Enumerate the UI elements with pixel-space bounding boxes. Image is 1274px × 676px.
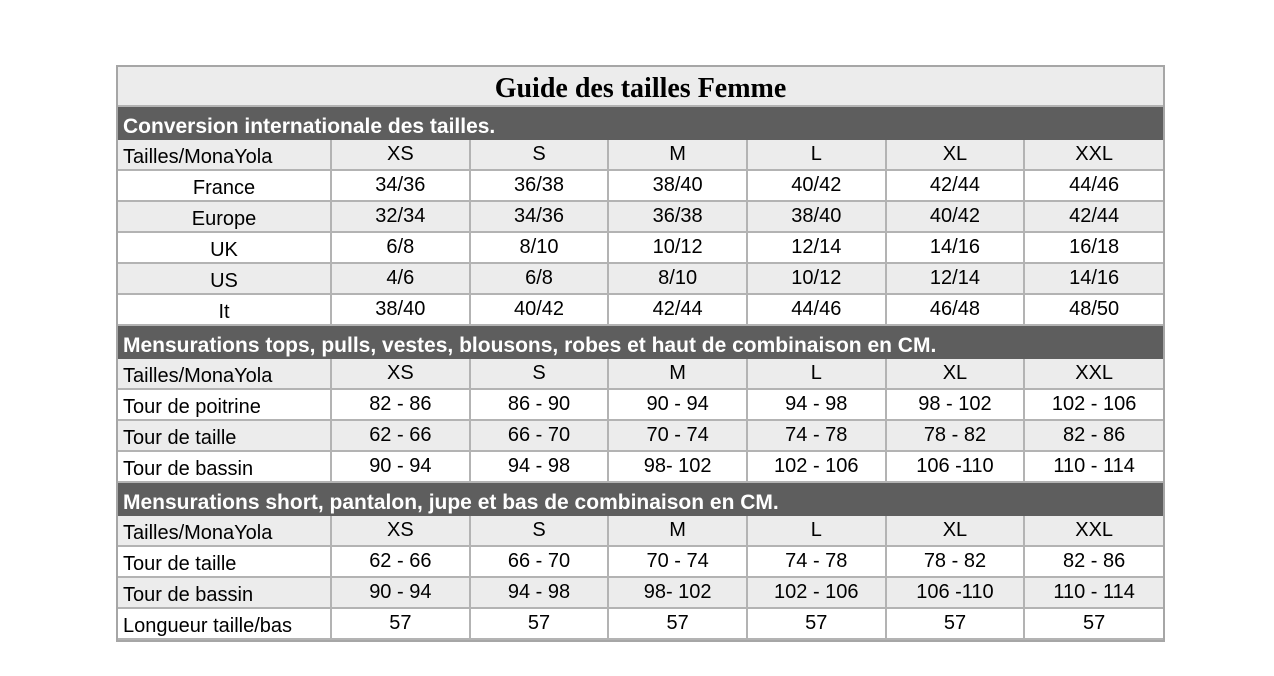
- table-cell: 57: [1024, 608, 1163, 639]
- size-header: XL: [886, 140, 1025, 170]
- table-cell: 8/10: [470, 232, 609, 263]
- size-header: XXL: [1024, 140, 1163, 170]
- table-cell: 90 - 94: [331, 577, 470, 608]
- table-cell: 42/44: [1024, 201, 1163, 232]
- table-cell: 94 - 98: [470, 451, 609, 482]
- table-cell: 44/46: [1024, 170, 1163, 201]
- size-header: XS: [331, 359, 470, 389]
- row-label: France: [118, 170, 331, 201]
- table-cell: 62 - 66: [331, 420, 470, 451]
- table-cell: 98- 102: [608, 577, 747, 608]
- table-header-row: [118, 140, 1163, 170]
- table-cell: 98 - 102: [886, 389, 1025, 420]
- table-cell: 82 - 86: [1024, 546, 1163, 577]
- table-cell: 42/44: [886, 170, 1025, 201]
- table-cell: 14/16: [1024, 263, 1163, 294]
- size-header: L: [747, 516, 886, 546]
- row-label: It: [118, 294, 331, 325]
- table-cell: 98- 102: [608, 451, 747, 482]
- table-cell: 86 - 90: [470, 389, 609, 420]
- table-cell: 94 - 98: [470, 577, 609, 608]
- row-label: Tour de taille: [118, 420, 331, 451]
- table-cell: 102 - 106: [1024, 389, 1163, 420]
- table-cell: 12/14: [886, 263, 1025, 294]
- table-cell: 66 - 70: [470, 546, 609, 577]
- table-cell: 6/8: [470, 263, 609, 294]
- table-cell: 70 - 74: [608, 546, 747, 577]
- table-cell: 57: [608, 608, 747, 639]
- table-cell: 44/46: [747, 294, 886, 325]
- table-cell: 38/40: [331, 294, 470, 325]
- table-cell: 94 - 98: [747, 389, 886, 420]
- table-cell: 6/8: [331, 232, 470, 263]
- size-header: XL: [886, 516, 1025, 546]
- table-row: [118, 170, 1163, 201]
- size-header: M: [608, 516, 747, 546]
- section-heading-tops: Mensurations tops, pulls, vestes, blousons, robes et haut de combinaison en CM.: [118, 326, 1163, 359]
- section-heading-bottoms: Mensurations short, pantalon, jupe et bas de combinaison en CM.: [118, 483, 1163, 516]
- size-guide-chart: [116, 65, 1165, 642]
- table-row: [118, 546, 1163, 577]
- table-row: [118, 201, 1163, 232]
- table-row: [118, 608, 1163, 639]
- row-label: Longueur taille/bas: [118, 608, 331, 639]
- table-cell: 32/34: [331, 201, 470, 232]
- row-label: UK: [118, 232, 331, 263]
- table-cell: 10/12: [747, 263, 886, 294]
- table-row: [118, 420, 1163, 451]
- table-row: [118, 294, 1163, 325]
- size-header: XXL: [1024, 516, 1163, 546]
- table-cell: 74 - 78: [747, 546, 886, 577]
- table-cell: 8/10: [608, 263, 747, 294]
- table-cell: 66 - 70: [470, 420, 609, 451]
- row-label: Tour de bassin: [118, 451, 331, 482]
- table-header-row: [118, 359, 1163, 389]
- size-header: L: [747, 359, 886, 389]
- tops-table: [118, 359, 1163, 483]
- header-label: Tailles/MonaYola: [118, 516, 331, 546]
- table-row: [118, 577, 1163, 608]
- table-cell: 106 -110: [886, 451, 1025, 482]
- table-cell: 34/36: [331, 170, 470, 201]
- table-row: [118, 263, 1163, 294]
- table-cell: 36/38: [470, 170, 609, 201]
- table-cell: 48/50: [1024, 294, 1163, 325]
- size-header: XS: [331, 516, 470, 546]
- chart-title: Guide des tailles Femme: [118, 67, 1163, 107]
- table-cell: 57: [886, 608, 1025, 639]
- table-cell: 38/40: [608, 170, 747, 201]
- table-cell: 4/6: [331, 263, 470, 294]
- table-cell: 110 - 114: [1024, 577, 1163, 608]
- conversion-table: [118, 140, 1163, 326]
- table-cell: 102 - 106: [747, 577, 886, 608]
- size-header: L: [747, 140, 886, 170]
- table-cell: 82 - 86: [331, 389, 470, 420]
- size-header: M: [608, 140, 747, 170]
- table-cell: 110 - 114: [1024, 451, 1163, 482]
- row-label: Tour de bassin: [118, 577, 331, 608]
- table-row: [118, 232, 1163, 263]
- table-cell: 40/42: [747, 170, 886, 201]
- table-cell: 38/40: [747, 201, 886, 232]
- table-cell: 57: [331, 608, 470, 639]
- header-label: Tailles/MonaYola: [118, 140, 331, 170]
- table-cell: 90 - 94: [608, 389, 747, 420]
- size-header: S: [470, 140, 609, 170]
- size-header: XL: [886, 359, 1025, 389]
- table-cell: 57: [470, 608, 609, 639]
- table-cell: 34/36: [470, 201, 609, 232]
- table-cell: 10/12: [608, 232, 747, 263]
- table-row: [118, 389, 1163, 420]
- table-cell: 46/48: [886, 294, 1025, 325]
- table-cell: 102 - 106: [747, 451, 886, 482]
- table-cell: 12/14: [747, 232, 886, 263]
- header-label: Tailles/MonaYola: [118, 359, 331, 389]
- size-header: M: [608, 359, 747, 389]
- table-cell: 78 - 82: [886, 420, 1025, 451]
- row-label: Europe: [118, 201, 331, 232]
- row-label: US: [118, 263, 331, 294]
- bottoms-table: [118, 516, 1163, 640]
- table-cell: 70 - 74: [608, 420, 747, 451]
- table-header-row: [118, 516, 1163, 546]
- size-header: S: [470, 516, 609, 546]
- row-label: Tour de poitrine: [118, 389, 331, 420]
- size-header: XXL: [1024, 359, 1163, 389]
- table-cell: 62 - 66: [331, 546, 470, 577]
- table-cell: 14/16: [886, 232, 1025, 263]
- table-cell: 90 - 94: [331, 451, 470, 482]
- table-row: [118, 451, 1163, 482]
- table-cell: 40/42: [470, 294, 609, 325]
- table-cell: 42/44: [608, 294, 747, 325]
- section-heading-conversion: Conversion internationale des tailles.: [118, 107, 1163, 140]
- size-header: XS: [331, 140, 470, 170]
- row-label: Tour de taille: [118, 546, 331, 577]
- table-cell: 106 -110: [886, 577, 1025, 608]
- table-cell: 57: [747, 608, 886, 639]
- table-cell: 82 - 86: [1024, 420, 1163, 451]
- size-header: S: [470, 359, 609, 389]
- table-cell: 36/38: [608, 201, 747, 232]
- table-cell: 40/42: [886, 201, 1025, 232]
- table-cell: 74 - 78: [747, 420, 886, 451]
- table-cell: 78 - 82: [886, 546, 1025, 577]
- table-cell: 16/18: [1024, 232, 1163, 263]
